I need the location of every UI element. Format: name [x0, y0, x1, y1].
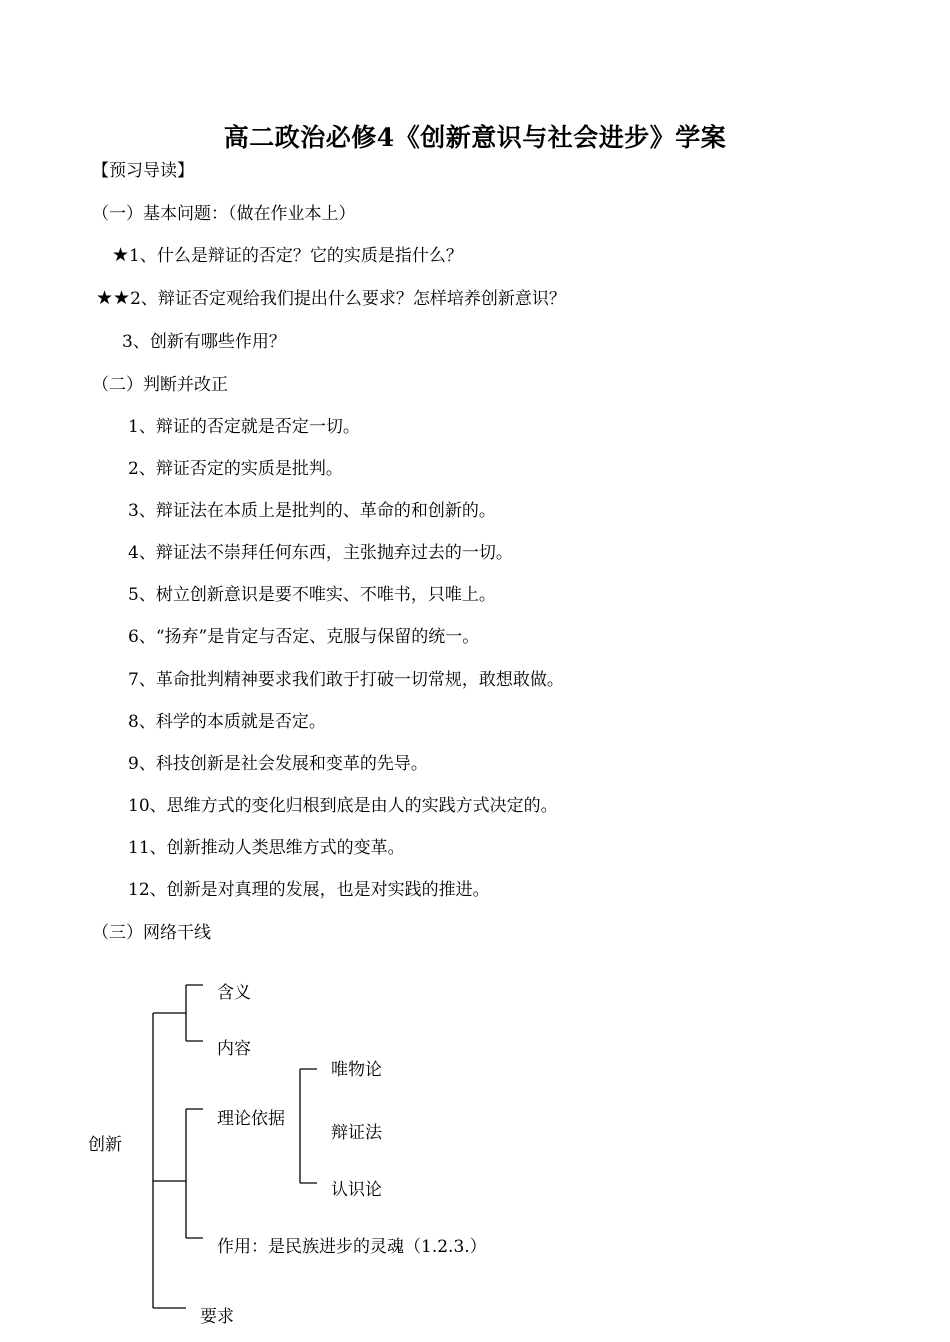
question-text: 2、辩证否定观给我们提出什么要求？怎样培养创新意识？	[130, 289, 566, 309]
section-judge-heading: （二）判断并改正	[92, 375, 228, 395]
section-basic-questions-heading: （一）基本问题：（做在作业本上）	[92, 204, 356, 224]
preview-heading: 【预习导读】	[92, 161, 194, 181]
tree-node-epistemology: 认识论	[331, 1180, 382, 1200]
star-icon: ★★	[96, 287, 131, 309]
section-network-heading: （三）网络干线	[92, 923, 211, 943]
tree-node-basis: 理论依据	[217, 1109, 285, 1129]
tree-root-label: 创新	[88, 1135, 122, 1155]
judge-item: 7、革命批判精神要求我们敢于打破一切常规，敢想敢做。	[128, 670, 564, 690]
star-icon: ★	[112, 244, 130, 266]
judge-item: 12、创新是对真理的发展，也是对实践的推进。	[128, 880, 490, 900]
judge-item: 4、辩证法不崇拜任何东西，主张抛弃过去的一切。	[128, 543, 513, 563]
judge-item: 10、思维方式的变化归根到底是由人的实践方式决定的。	[128, 796, 558, 816]
judge-item: 8、科学的本质就是否定。	[128, 712, 326, 732]
judge-item: 3、辩证法在本质上是批判的、革命的和创新的。	[128, 501, 496, 521]
judge-item: 11、创新推动人类思维方式的变革。	[128, 838, 405, 858]
judge-item: 9、科技创新是社会发展和变革的先导。	[128, 754, 428, 774]
tree-node-requirement: 要求	[200, 1307, 234, 1327]
question-text: 1、什么是辩证的否定？它的实质是指什么？	[129, 246, 463, 266]
document-title: 高二政治必修4《创新意识与社会进步》学案	[223, 123, 727, 152]
judge-item: 5、树立创新意识是要不唯实、不唯书，只唯上。	[128, 585, 496, 605]
tree-node-dialectics: 辩证法	[331, 1123, 382, 1143]
question-text: 3、创新有哪些作用？	[122, 332, 286, 352]
judge-item: 6、“扬弃”是肯定与否定、克服与保留的统一。	[128, 627, 480, 647]
tree-node-materialism: 唯物论	[331, 1060, 382, 1080]
tree-node-meaning: 含义	[217, 983, 251, 1003]
judge-item: 2、辩证否定的实质是批判。	[128, 459, 343, 479]
tree-node-function: 作用：是民族进步的灵魂（1.2.3.）	[217, 1237, 487, 1257]
tree-node-content: 内容	[217, 1039, 251, 1059]
judge-item: 1、辩证的否定就是否定一切。	[128, 417, 360, 437]
